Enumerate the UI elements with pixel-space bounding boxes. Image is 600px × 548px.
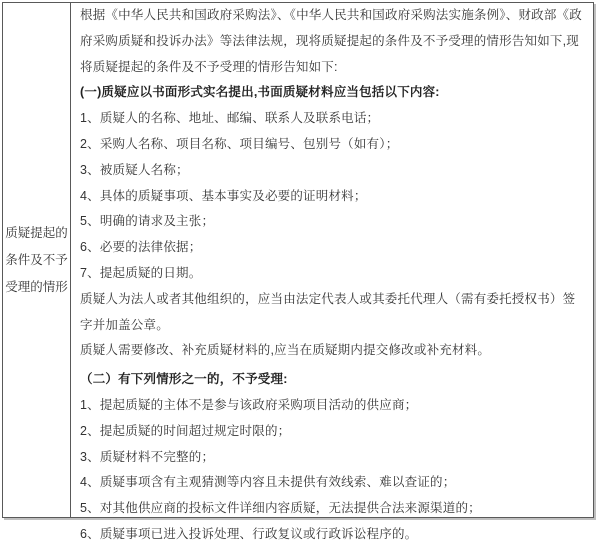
content-cell xyxy=(71,3,593,541)
intro-paragraph: 根据《中华人民共和国政府采购法》、《中华人民共和国政府采购法实施条例》、财政部《政府采购质疑和投诉办法》等法律法规，现将质疑提起的条件及不予受理的情形告知如下,现将质疑提起的条件及不予受理的情形告知如下: xyxy=(80,8,582,74)
list-item: 6、质疑事项已进入投诉处理、行政复议或行政诉讼程序的。 xyxy=(80,526,418,541)
row-header-label-line: 条件及不予 xyxy=(5,252,68,267)
list-item: 4、质疑事项含有主观猜测等内容且未提供有效线索、难以查证的； xyxy=(80,475,456,490)
list-item: 1、质疑人的名称、地址、邮编、联系人及联系电话； xyxy=(80,111,380,126)
list-item: 4、具体的质疑事项、基本事实及必要的证明材料； xyxy=(80,188,367,203)
list-item: 5、对其他供应商的投标文件详细内容质疑，无法提供合法来源渠道的； xyxy=(80,501,481,516)
note-paragraph: 质疑人需要修改、补充质疑材料的,应当在质疑期内提交修改或补充材料。 xyxy=(80,343,491,358)
note-paragraph: 质疑人为法人或者其他组织的，应当由法定代表人或其委托代理人（需有委托授权书）签字并加盖公章。 xyxy=(80,291,576,332)
notice-table xyxy=(2,2,594,541)
list-item: 6、必要的法律依据； xyxy=(80,240,202,255)
list-item: 2、采购人名称、项目名称、项目编号、包别号（如有）； xyxy=(80,136,399,151)
list-item: 2、提起质疑的时间超过规定时限的； xyxy=(80,423,291,438)
section1-item-list xyxy=(80,106,585,287)
section2-heading: （二）有下列情形之一的，不予受理: xyxy=(80,372,288,387)
row-header-label-line: 受理的情形 xyxy=(5,279,68,294)
list-item: 3、质疑材料不完整的； xyxy=(80,449,215,464)
list-item: 1、提起质疑的主体不是参与该政府采购项目活动的供应商； xyxy=(80,397,418,412)
section1-note-list xyxy=(80,287,585,364)
section1-heading: (一)质疑应以书面形式实名提出,书面质疑材料应当包括以下内容: xyxy=(80,85,440,100)
list-item: 7、提起质疑的日期。 xyxy=(80,265,202,280)
list-item: 3、被质疑人名称； xyxy=(80,162,189,177)
row-header-cell xyxy=(3,3,71,517)
list-item: 5、明确的请求及主张； xyxy=(80,214,215,229)
row-header-label xyxy=(5,220,68,301)
section2-item-list xyxy=(80,393,585,548)
row-header-label-line: 质疑提起的 xyxy=(5,225,68,240)
